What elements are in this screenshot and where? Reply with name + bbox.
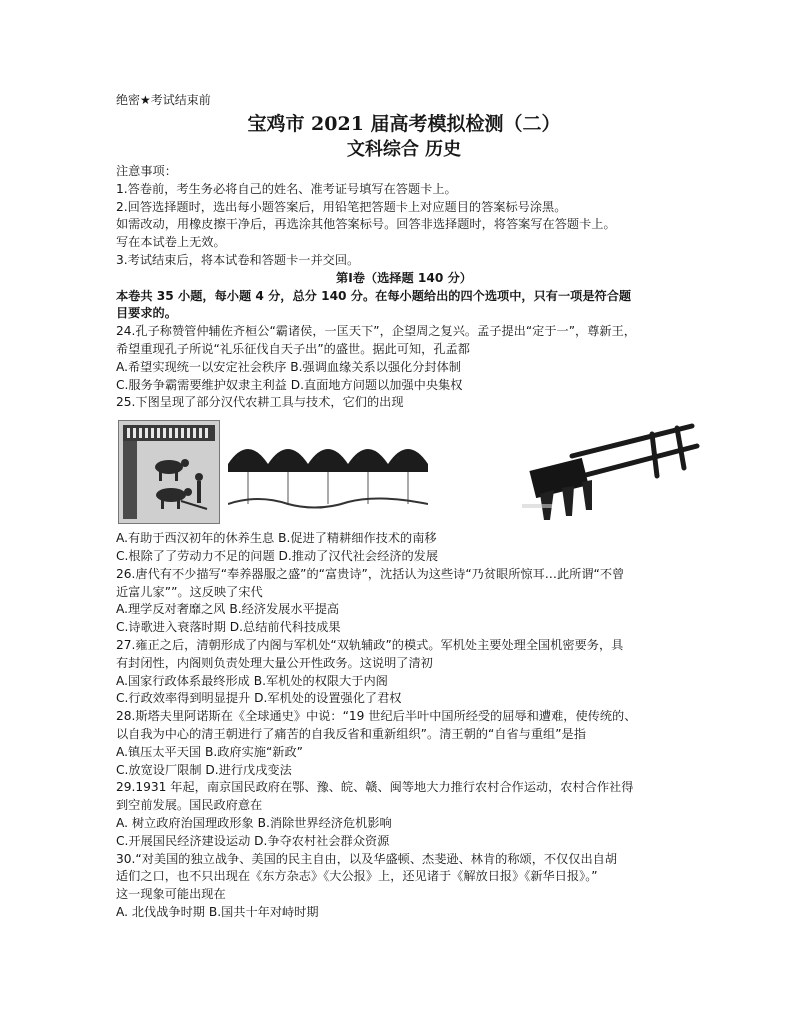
q24-options-ab: A.希望实现统一以安定社会秩序 B.强调血缘关系以强化分封体制 xyxy=(116,359,461,374)
seed-drill-tool-image xyxy=(422,416,700,526)
section-instruction-2: 目要求的。 xyxy=(116,306,177,321)
q26-stem-2: 近富儿家””。这反映了宋代 xyxy=(116,584,263,599)
ridge-field-diagram xyxy=(228,434,428,514)
q28-stem-2: 以自我为中心的清王朝进行了痛苦的自我反省和重新组织”。清王朝的“自省与重组”是指 xyxy=(116,726,586,741)
q27-options-cd: C.行政效率得到明显提升 D.军机处的设置强化了君权 xyxy=(116,691,402,706)
q27-options-ab: A.国家行政体系最终形成 B.军机处的权限大于内阁 xyxy=(116,673,388,688)
q25-stem-1: 25.下图呈现了部分汉代农耕工具与技术，它们的出现 xyxy=(116,395,404,410)
q30-options-ab: A. 北伐战争时期 B.国共十年对峙时期 xyxy=(116,904,319,919)
q29-stem-1: 29.1931 年起，南京国民政府在鄂、豫、皖、赣、闽等地大力推行农村合作运动，农村合作社得 xyxy=(116,780,634,795)
question-29 xyxy=(116,779,692,850)
notes-block xyxy=(116,163,692,270)
question-26 xyxy=(116,566,692,637)
exam-title: 宝鸡市 2021 届高考模拟检测（二） xyxy=(247,113,561,135)
section-instruction-1: 本卷共 35 小题，每小题 4 分，总分 140 分。在每小题给出的四个选项中，只有一项是符合题 xyxy=(116,288,632,303)
q25-options-ab: A.有助于西汉初年的休养生息 B.促进了精耕细作技术的南移 xyxy=(116,531,437,546)
q26-options-cd: C.诗歌进入衰落时期 D.总结前代科技成果 xyxy=(116,620,341,635)
q30-stem-1: 30.“对美国的独立战争、美国的民主自由，以及华盛顿、杰斐逊、林肯的称颂，不仅仅出自胡 xyxy=(116,851,618,866)
q24-stem-2: 希望重现孔子所说“礼乐征伐自天子出”的盛世。据此可知，孔孟都 xyxy=(116,341,470,356)
q25-options-cd: C.根除了了劳动力不足的问题 D.推动了汉代社会经济的发展 xyxy=(116,548,439,563)
secret-label: 绝密★考试结束前 xyxy=(116,93,211,107)
q29-stem-2: 到空前发展。国民政府意在 xyxy=(116,798,263,813)
note-1: 1.答卷前，考生务必将自己的姓名、准考证号填写在答题卡上。 xyxy=(116,181,457,196)
note-2b: 如需改动，用橡皮擦干净后，再选涂其他答案标号。回答非选择题时，将答案写在答题卡上。 xyxy=(116,217,616,232)
note-3: 3.考试结束后，将本试卷和答题卡一并交回。 xyxy=(116,252,360,267)
notes-heading: 注意事项： xyxy=(116,164,177,178)
exam-subtitle: 文科综合 历史 xyxy=(346,139,462,160)
q28-options-cd: C.放宽设厂限制 D.进行戊戌变法 xyxy=(116,762,292,777)
q26-options-ab: A.理学反对奢靡之风 B.经济发展水平提高 xyxy=(116,602,340,617)
q28-options-ab: A.镇压太平天国 B.政府实施“新政” xyxy=(116,744,303,759)
ox-plowing-mural-image xyxy=(118,420,220,524)
q24-stem-1: 24.孔子称赞管仲辅佐齐桓公“霸诸侯，一匡天下”，企望周之复兴。孟子提出“定于一”，尊新王， xyxy=(116,324,636,339)
exam-page xyxy=(116,92,692,922)
q26-stem-1: 26.唐代有不少描写“奉养器服之盛”的“富贵诗”，沈括认为这些诗“乃贫眼所惊耳…此所谓“不曾 xyxy=(116,566,625,581)
q25-figure xyxy=(116,416,692,528)
note-2a: 2.回答选择题时，选出每小题答案后，用铅笔把答题卡上对应题目的答案标号涂黑。 xyxy=(116,199,567,214)
q30-stem-2: 适们之口，也不只出现在《东方杂志》《大公报》上，还见诸于《解放日报》《新华日报》。” xyxy=(116,869,598,884)
question-28 xyxy=(116,708,692,779)
section-heading: 第Ⅰ卷（选择题 140 分） xyxy=(336,270,472,285)
q30-stem-3: 这一现象可能出现在 xyxy=(116,887,226,902)
q29-options-cd: C.开展国民经济建设运动 D.争夺农村社会群众资源 xyxy=(116,833,390,848)
q27-stem-2: 有封闭性，内阁则负责处理大量公开性政务。这说明了清初 xyxy=(116,655,433,670)
question-24 xyxy=(116,323,692,394)
q29-options-ab: A. 树立政府治国理政形象 B.消除世界经济危机影响 xyxy=(116,815,392,830)
note-2c: 写在本试卷上无效。 xyxy=(116,235,226,250)
question-27 xyxy=(116,637,692,708)
q27-stem-1: 27.雍正之后，清朝形成了内阁与军机处“双轨辅政”的模式。军机处主要处理全国机密要务，具 xyxy=(116,637,624,652)
question-30 xyxy=(116,851,692,922)
q28-stem-1: 28.斯塔夫里阿诺斯在《全球通史》中说：“19 世纪后半叶中国所经受的屈辱和遭难，使传统的、 xyxy=(116,709,637,724)
q24-options-cd: C.服务争霸需要维护奴隶主利益 D.直面地方问题以加强中央集权 xyxy=(116,377,463,392)
question-25 xyxy=(116,394,692,565)
